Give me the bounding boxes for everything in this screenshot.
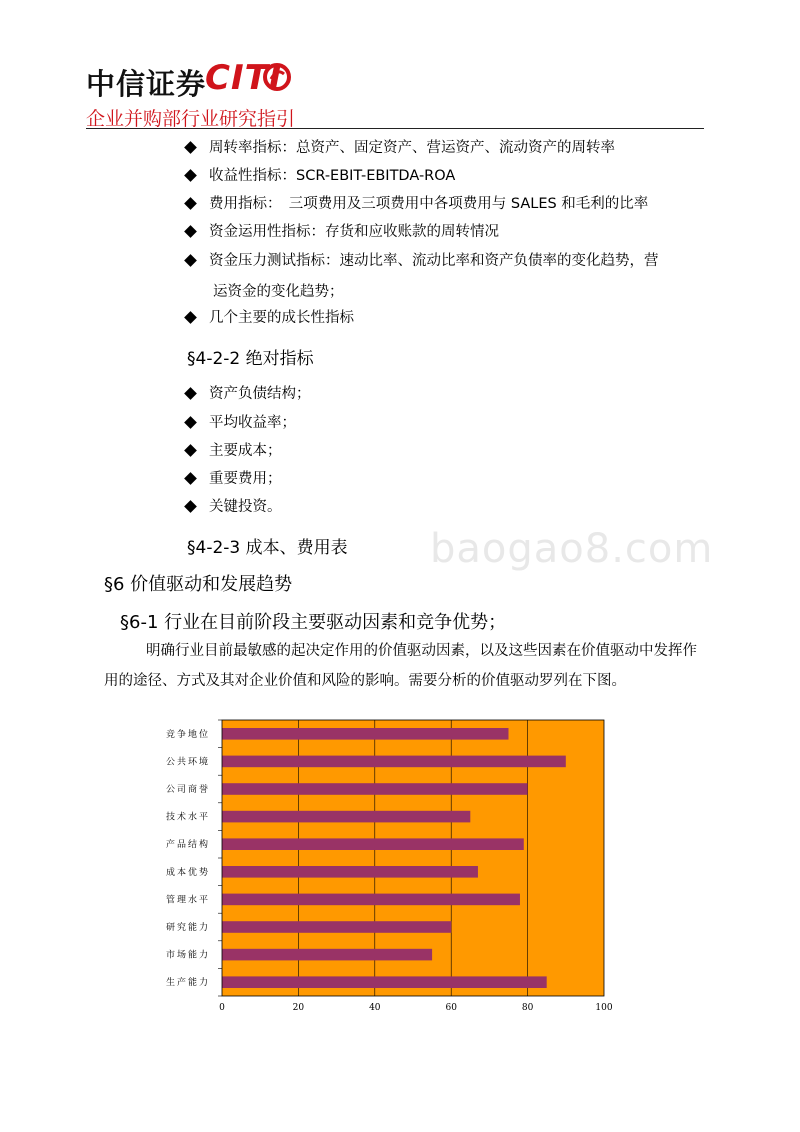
list-item — [184, 498, 282, 516]
diamond-bullet-icon — [184, 254, 197, 267]
x-tick-label: 60 — [445, 1003, 457, 1013]
list-item-text: 关键投资。 — [209, 499, 282, 515]
x-tick-label: 40 — [369, 1003, 381, 1013]
logo-brand: CITI — [205, 58, 283, 98]
list-item — [184, 442, 282, 460]
diamond-bullet-icon — [184, 472, 197, 485]
list-item-text: 几个主要的成长性指标 — [209, 310, 354, 326]
diamond-bullet-icon — [184, 225, 197, 238]
x-tick-label: 80 — [521, 1003, 534, 1013]
bar — [222, 838, 524, 850]
category-label: 生产能力 — [165, 978, 210, 989]
list-item-text: 收益性指标：SCR-EBIT-EBITDA-ROA — [209, 168, 456, 184]
section-heading: §4-2-2 绝对指标 — [187, 349, 314, 369]
bar — [222, 866, 478, 878]
category-label: 产品结构 — [165, 840, 210, 851]
chapter-heading: §6 价值驱动和发展趋势 — [104, 574, 293, 595]
header-subtitle: 企业并购部行业研究指引 — [86, 108, 296, 130]
category-label: 公司商誉 — [165, 785, 210, 795]
list-item-text: 周转率指标：总资产、固定资产、营运资产、流动资产的周转率 — [209, 140, 615, 156]
diamond-bullet-icon — [184, 444, 197, 457]
bar — [222, 756, 566, 768]
body-paragraph: 明确行业目前最敏感的起决定作用的价值驱动因素，以及这些因素在价值驱动中发挥作用的途径、方式及其对企业价值和风险的影响。需要分析的价值驱动罗列在下图。 — [104, 643, 697, 689]
list-item — [184, 139, 615, 157]
list-item — [184, 385, 311, 403]
category-label: 公共环境 — [165, 757, 210, 768]
list-item-text: 资金运用性指标：存货和应收账款的周转情况 — [209, 224, 499, 240]
diamond-bullet-icon — [184, 500, 197, 513]
header-divider — [86, 128, 704, 129]
bar — [222, 783, 528, 795]
subsection-heading: §6-1 行业在目前阶段主要驱动因素和竞争优势； — [120, 612, 507, 633]
list-item — [184, 414, 296, 432]
list-item — [184, 195, 648, 213]
diamond-bullet-icon — [184, 141, 197, 154]
list-item-text: 资产负债结构； — [209, 386, 311, 402]
bar — [222, 811, 470, 823]
x-tick-label: 0 — [219, 1003, 225, 1013]
diamond-bullet-icon — [184, 197, 197, 210]
category-label: 管理水平 — [165, 895, 210, 906]
category-label: 技术水平 — [165, 812, 210, 823]
x-tick-label: 100 — [595, 1003, 613, 1013]
watermark: baogao8.com — [430, 526, 714, 572]
logo-ring-icon — [262, 62, 292, 92]
value-driver-chart — [150, 712, 630, 1022]
diamond-bullet-icon — [184, 169, 197, 182]
bar — [222, 976, 547, 988]
bar — [222, 728, 509, 740]
list-item — [184, 223, 499, 241]
bar — [222, 894, 520, 906]
bar — [222, 921, 451, 933]
diamond-bullet-icon — [184, 311, 197, 324]
section-heading: §4-2-3 成本、费用表 — [187, 538, 348, 558]
list-item-text: 重要费用； — [209, 471, 282, 487]
list-item — [184, 309, 354, 327]
x-tick-label: 20 — [292, 1003, 305, 1013]
list-item-continuation: 运资金的变化趋势； — [213, 284, 344, 300]
category-label: 市场能力 — [165, 950, 210, 961]
diamond-bullet-icon — [184, 387, 197, 400]
list-item-text: 费用指标： 三项费用及三项费用中各项费用与 SALES 和毛利的比率 — [209, 196, 649, 212]
category-label: 成本优势 — [165, 867, 210, 878]
list-item — [184, 167, 455, 185]
list-item-text: 资金压力测试指标：速动比率、流动比率和资产负债率的变化趋势，营 — [209, 253, 659, 269]
list-item — [184, 470, 282, 488]
category-label: 竞争地位 — [165, 729, 210, 740]
list-item-text: 主要成本； — [209, 443, 282, 459]
logo-text: 中信证券 — [86, 67, 207, 101]
diamond-bullet-icon — [184, 416, 197, 429]
list-item — [184, 252, 659, 270]
bar — [222, 949, 432, 961]
category-label: 研究能力 — [165, 923, 210, 933]
list-item-text: 平均收益率； — [209, 415, 296, 431]
